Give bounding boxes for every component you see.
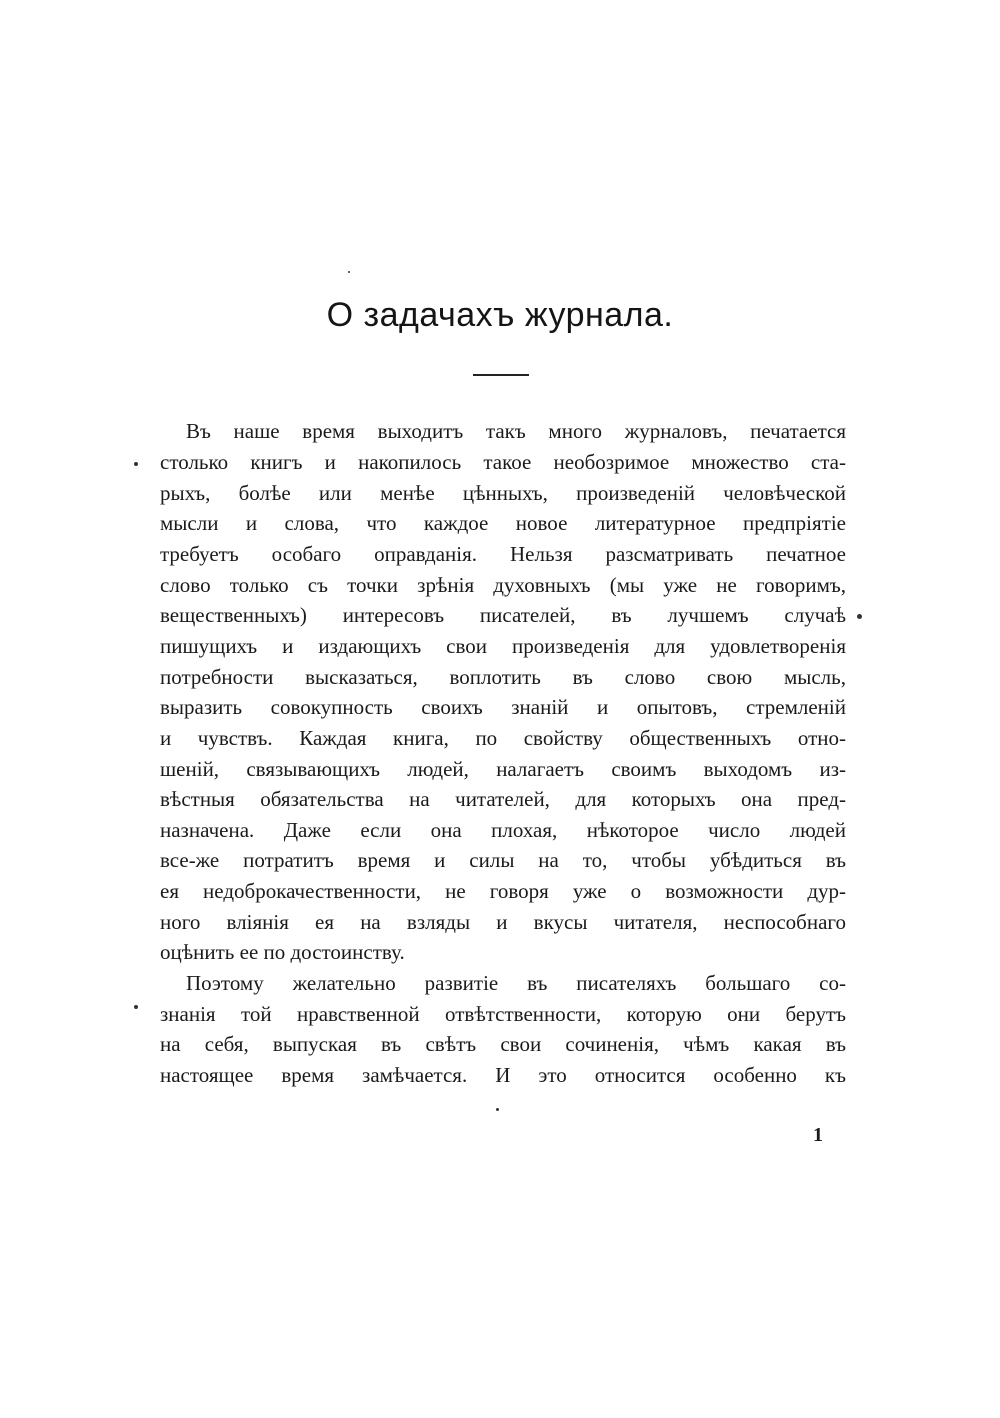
- text-line: шеній, связывающихъ людей, налагаетъ своимъ выходомъ из-: [160, 757, 846, 781]
- text-line: слово только съ точки зрѣнія духовныхъ (мы уже не говоримъ,: [160, 573, 846, 597]
- article-title: О задачахъ журнала.: [326, 296, 674, 334]
- text-line: рыхъ, болѣе или менѣе цѣнныхъ, произведеній человѣческой: [160, 481, 846, 505]
- text-line: выразить совокупность своихъ знаній и опытовъ, стремленій: [160, 695, 846, 719]
- text-line: пишущихъ и издающихъ свои произведенія для удовлетворенія: [160, 634, 846, 658]
- text-line: оцѣнить ее по достоинству.: [160, 940, 405, 964]
- text-line: назначена. Даже если она плохая, нѣкоторое число людей: [160, 818, 846, 842]
- text-line: вещественныхъ) интересовъ писателей, въ лучшемъ случаѣ: [160, 603, 846, 627]
- text-line: знанія той нравственной отвѣтственности, которую они берутъ: [160, 1002, 846, 1026]
- text-line: на себя, выпуская въ свѣтъ свои сочиненія, чѣмъ какая въ: [160, 1032, 846, 1056]
- text-line: Въ наше время выходитъ такъ много журналовъ, печатается: [186, 419, 846, 443]
- page-number: 1: [813, 1124, 823, 1146]
- print-speck: [496, 1108, 499, 1111]
- print-speck: [134, 1005, 138, 1009]
- text-line: мысли и слова, что каждое новое литературное предпріятіе: [160, 511, 846, 535]
- text-line: ея недоброкачественности, не говоря уже о возможности дур-: [160, 879, 846, 903]
- print-speck: [857, 614, 862, 619]
- print-speck: [134, 462, 138, 466]
- text-line: потребности высказаться, воплотить въ слово свою мысль,: [160, 665, 846, 689]
- text-line: вѣстныя обязательства на читателей, для которыхъ она пред-: [160, 787, 846, 811]
- print-speck: [348, 271, 350, 273]
- text-line: столько книгъ и накопилось такое необозримое множество ста-: [160, 450, 846, 474]
- title-rule: [473, 374, 529, 376]
- text-line: ного вліянія ея на взляды и вкусы читателя, неспособнаго: [160, 910, 846, 934]
- text-line: настоящее время замѣчается. И это относится особенно къ: [160, 1063, 846, 1087]
- text-line: и чувствъ. Каждая книга, по свойству общественныхъ отно-: [160, 726, 846, 750]
- text-line: требуетъ особаго оправданія. Нельзя разсматривать печатное: [160, 542, 846, 566]
- text-line: все-же потратитъ время и силы на то, чтобы убѣдиться въ: [160, 848, 846, 872]
- text-line: Поэтому желательно развитіе въ писателяхъ большаго со-: [186, 971, 846, 995]
